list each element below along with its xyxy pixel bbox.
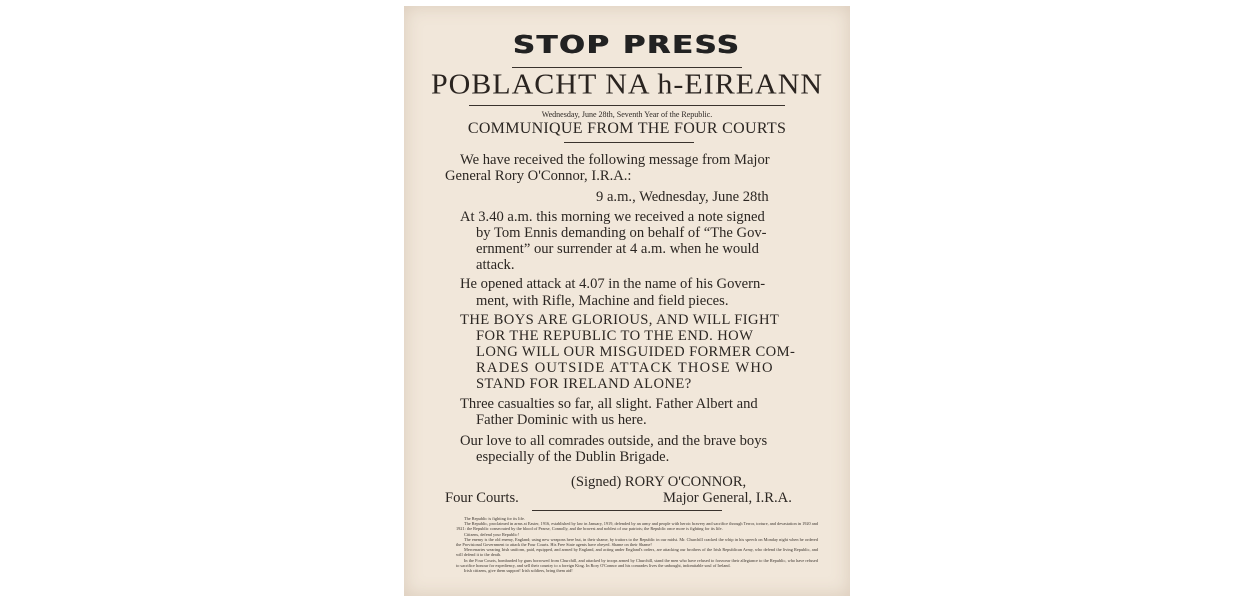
communique-heading: COMMUNIQUE FROM THE FOUR COURTS — [467, 120, 787, 137]
headline-underline — [512, 67, 742, 68]
para1-line-3: ernment” our surrender at 4 a.m. when he would — [476, 241, 759, 257]
para1-line-2: by Tom Ennis demanding on behalf of “The Gov- — [476, 225, 767, 241]
communique-underline — [564, 142, 694, 143]
message-timestamp: 9 a.m., Wednesday, June 28th — [596, 189, 769, 205]
caps-line-2: FOR THE REPUBLIC TO THE END. HOW — [476, 328, 754, 344]
intro-line-2: General Rory O'Connor, I.R.A.: — [445, 168, 632, 184]
intro-line-1: We have received the following message from Major — [460, 152, 770, 168]
para1-line-4: attack. — [476, 257, 515, 273]
poster — [404, 6, 850, 596]
caps-line-3: LONG WILL OUR MISGUIDED FORMER COM- — [476, 344, 796, 360]
signature-underline — [532, 510, 722, 511]
para1-line-1: At 3.40 a.m. this morning we received a note signed — [460, 209, 765, 225]
fine-print-para: In the Four Courts, bombarded by guns borrowed from Churchill, and attacked by troops armed by Churchill, stand the men who have refused to forswear their allegiance to the Republic, who have refused to sacrifice honour for expediency, and sell their country to a foreign King. In Rory O'Connor and his comrades lives the unbought, indomitable soul of Ireland. — [456, 557, 818, 568]
date-line: Wednesday, June 28th, Seventh Year of the Republic. — [541, 110, 713, 119]
fine-print-para: The enemy is the old enemy, England; using new weapons here but, in their shame, by traitors to the Republic in our midst. Mr. Churchill cracked the whip in his speech on Monday night when he ordered the Provisional Government to attack the Four Courts. His Free State agents have obeyed. Shame on their Shame! — [456, 536, 818, 548]
para4-line-1: Our love to all comrades outside, and the brave boys — [460, 433, 768, 449]
caps-line-1: THE BOYS ARE GLORIOUS, AND WILL FIGHT — [460, 312, 780, 328]
fine-print-para: The Republic is fighting for its life. — [464, 516, 525, 521]
title-underline — [469, 105, 785, 106]
para3-line-1: Three casualties so far, all slight. Father Albert and — [460, 396, 758, 412]
caps-line-5: STAND FOR IRELAND ALONE? — [476, 376, 692, 392]
para2-line-1: He opened attack at 4.07 in the name of his Govern- — [460, 276, 766, 292]
fine-print-para: Irish citizens, give them support! Irish soldiers, bring them aid! — [464, 568, 573, 574]
headline: STOP PRESS — [513, 31, 741, 60]
fine-print-para: Mercenaries wearing Irish uniform, paid, equipped, and armed by England, and acting under England's orders, are attacking our brothers of the Irish Republican Army, who defend the living Republic, and will defend it to the death. — [456, 547, 818, 558]
fine-print-para: Citizens, defend your Republic! — [464, 531, 519, 537]
fine-print-para: The Republic, proclaimed in arms at Easter, 1916, established by law in January, 1919, defended by an army and people with heroic bravery and sacrifice through Terror, torture, and devastation in 1920 and 1921: the Republic consecrated by the blood of Pearse, Connolly, and the bravest and noblest of our patriots; the Republic once more is fighting for its life. — [456, 521, 818, 532]
para2-line-2: ment, with Rifle, Machine and field pieces. — [476, 293, 729, 309]
para4-line-2: especially of the Dublin Brigade. — [476, 449, 670, 465]
republic-title: POBLACHT NA h-EIREANN — [430, 68, 824, 101]
signed-line: (Signed) RORY O'CONNOR, — [571, 474, 747, 490]
rank-line: Major General, I.R.A. — [663, 490, 792, 506]
fine-print — [456, 516, 818, 573]
caps-line-4: RADES OUTSIDE ATTACK THOSE WHO — [476, 360, 774, 376]
place-line: Four Courts. — [445, 490, 519, 506]
para3-line-2: Father Dominic with us here. — [476, 412, 647, 428]
